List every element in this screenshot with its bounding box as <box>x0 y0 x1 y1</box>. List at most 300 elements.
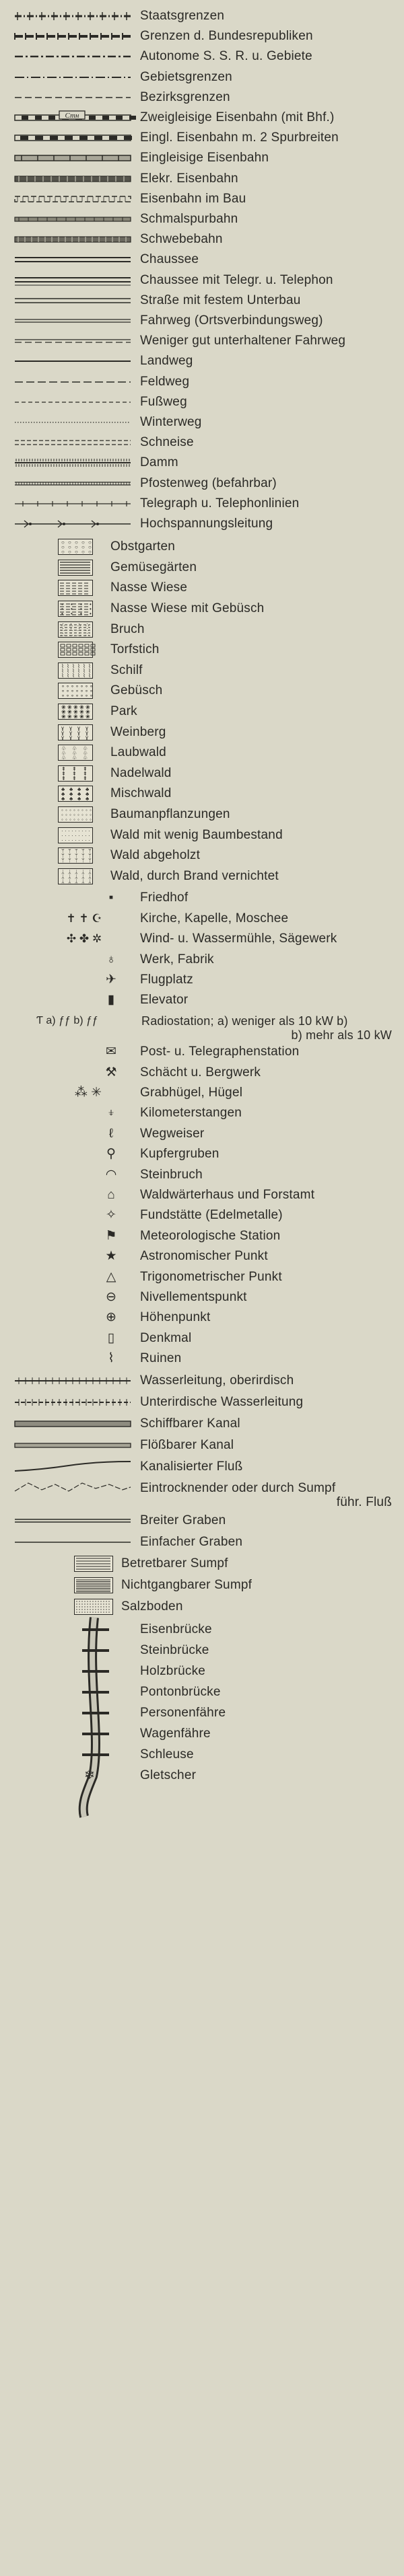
svg-text:ᛦ: ᛦ <box>88 873 92 880</box>
legend-row-steinbruch <box>0 1166 404 1184</box>
svg-text:◦: ◦ <box>61 817 63 823</box>
area-symbol <box>58 724 93 741</box>
svg-text:♣: ♣ <box>61 791 65 798</box>
svg-text:•: • <box>90 601 92 607</box>
svg-text:❀: ❀ <box>86 709 90 715</box>
line-symbol <box>15 190 131 209</box>
legend-row-eingleisig-2 <box>0 128 404 147</box>
glacier-icon: ❄ <box>84 1768 95 1782</box>
legend-row-pfosten <box>0 474 404 493</box>
svg-text:♣: ♣ <box>61 796 65 802</box>
legend-label: Mischwald <box>110 786 172 801</box>
svg-text:ᛦ: ᛦ <box>68 873 71 880</box>
legend-row-fahrweg <box>0 311 404 330</box>
trig-icon: △ <box>106 1269 116 1284</box>
legend-row-schleuse <box>0 1745 404 1764</box>
svg-text:◦: ◦ <box>61 807 63 813</box>
legend-label: Telegraph u. Telephonlinien <box>140 496 300 510</box>
svg-text:♧: ♧ <box>83 750 88 757</box>
legend-label: Fußweg <box>140 394 187 409</box>
svg-text:⌇: ⌇ <box>67 662 69 669</box>
svg-text:◦: ◦ <box>69 817 71 823</box>
legend-label: Kanalisierter Fluß <box>140 1459 243 1474</box>
svg-text:·: · <box>71 837 73 843</box>
legend-row-gebuesch <box>0 681 404 700</box>
holz-icon <box>82 1670 109 1673</box>
legend-label: Kirche, Kapelle, Moschee <box>140 911 289 925</box>
legend-row-im-bau <box>0 190 404 209</box>
legend-label: Wald, durch Brand vernichtet <box>110 868 279 883</box>
legend-row-winterweg <box>0 413 404 432</box>
legend-row-gebietsgrenzen <box>0 68 404 87</box>
legend-label: Weinberg <box>110 724 166 739</box>
svg-text:ᛘ: ᛘ <box>61 853 65 860</box>
line-symbol <box>15 311 131 330</box>
legend-label: Kilometerstangen <box>140 1106 242 1121</box>
legend-row-kanal-fluss <box>0 1457 404 1476</box>
legend-row-eintrocknend <box>0 1479 404 1509</box>
legend-label: Schächt u. Bergwerk <box>140 1065 261 1079</box>
line-symbol <box>15 515 131 533</box>
meteor-icon: ⚑ <box>105 1228 117 1243</box>
legend-row-feldweg <box>0 373 404 391</box>
svg-text:○: ○ <box>61 539 65 546</box>
line-symbol <box>15 128 131 147</box>
legend-label: Nadelwald <box>110 765 172 780</box>
svg-text:ᛘ: ᛘ <box>88 858 92 864</box>
svg-text:∘: ∘ <box>61 683 65 690</box>
svg-text:ɣ: ɣ <box>86 724 89 731</box>
legend-label: Schwebebahn <box>140 232 223 247</box>
svg-text:◦: ◦ <box>65 807 67 813</box>
svg-text:•: • <box>80 601 82 607</box>
svg-text:♧: ♧ <box>61 745 67 752</box>
ponton-icon <box>82 1691 109 1694</box>
legend-label: Gletscher <box>140 1768 197 1782</box>
legend-row-wasserltg <box>0 1371 404 1390</box>
legend-label: Personenfähre <box>140 1705 226 1720</box>
svg-text:◦: ◦ <box>77 817 79 823</box>
svg-text:•: • <box>90 606 92 612</box>
svg-text:♣: ♣ <box>86 796 90 802</box>
hoehen-icon: ⊕ <box>106 1310 116 1325</box>
svg-text:·: · <box>78 827 80 834</box>
svg-text:ᛦ: ᛦ <box>61 873 65 880</box>
legend-label: Post- u. Telegraphenstation <box>140 1045 300 1059</box>
legend-row-torf <box>0 640 404 659</box>
legend-label: Winterweg <box>140 415 202 429</box>
legend-row-trig <box>0 1268 404 1287</box>
legend-label: Gebüsch <box>110 683 163 698</box>
grab-icon: ⁂ ✳ <box>74 1086 102 1100</box>
svg-text:ɣ: ɣ <box>61 724 65 731</box>
area-symbol <box>58 847 93 864</box>
svg-text:⌇: ⌇ <box>67 672 69 679</box>
legend-row-salz <box>0 1597 404 1616</box>
legend-label: Schmalspurbahn <box>140 212 238 226</box>
svg-text:ɣ: ɣ <box>77 729 81 736</box>
legend-row-schilf <box>0 661 404 680</box>
svg-text:♧: ♧ <box>72 745 77 752</box>
area-symbol <box>58 827 93 843</box>
legend-label: Schneise <box>140 435 194 450</box>
svg-text:❀: ❀ <box>79 709 84 715</box>
svg-text:∴: ∴ <box>61 621 65 628</box>
legend-row-personen <box>0 1704 404 1722</box>
legend-label: Schilf <box>110 662 143 677</box>
legend-label: Elekr. Eisenbahn <box>140 171 238 186</box>
svg-text:♣: ♣ <box>86 786 90 793</box>
svg-text:ᛘ: ᛘ <box>88 848 92 855</box>
svg-text:·: · <box>85 827 87 834</box>
legend-label: Grenzen d. Bundesrepubliken <box>140 29 313 44</box>
svg-text:·: · <box>85 832 87 839</box>
svg-text:⇞: ⇞ <box>61 765 66 772</box>
svg-text:•: • <box>71 606 73 612</box>
svg-text:•: • <box>61 606 63 612</box>
line-symbol <box>15 332 131 350</box>
line-symbol <box>15 27 131 46</box>
svg-text:·: · <box>75 832 77 839</box>
legend-label: Ruinen <box>140 1351 182 1366</box>
svg-text:·: · <box>71 832 73 839</box>
legend-row-denkmal <box>0 1329 404 1348</box>
legend-label: Feldweg <box>140 374 190 389</box>
svg-text:∴: ∴ <box>69 626 73 633</box>
svg-text:◦: ◦ <box>77 807 79 813</box>
svg-text:∘: ∘ <box>66 683 70 690</box>
legend-label: Nasse Wiese mit Gebüsch <box>110 601 265 615</box>
legend-row-hoehen <box>0 1308 404 1327</box>
svg-text:ᛘ: ᛘ <box>68 853 71 860</box>
svg-text:♧: ♧ <box>61 755 67 761</box>
legend-row-ponton <box>0 1683 404 1702</box>
legend-row-baumanpflanzungen <box>0 805 404 824</box>
svg-text:·: · <box>88 837 90 843</box>
svg-text:○: ○ <box>88 539 92 546</box>
legend-row-nicht <box>0 1576 404 1595</box>
svg-text:❀: ❀ <box>86 704 90 710</box>
svg-text:ᛘ: ᛘ <box>81 858 85 864</box>
legend-label-line2: führ. Fluß <box>336 1494 392 1509</box>
legend-row-wenig-baum <box>0 826 404 845</box>
legend-row-zweigleisig <box>0 108 404 127</box>
svg-text:⌇: ⌇ <box>83 662 86 669</box>
friedhof-icon: ▪ <box>108 891 114 905</box>
svg-text:❀: ❀ <box>67 714 72 720</box>
legend-label: Schleuse <box>140 1747 194 1761</box>
svg-text:ᛦ: ᛦ <box>81 873 85 880</box>
legend-label: Pontonbrücke <box>140 1684 221 1699</box>
svg-text:○: ○ <box>68 549 71 556</box>
legend-row-brand <box>0 867 404 886</box>
svg-text:⇞: ⇞ <box>83 765 88 772</box>
legend-label: Höhenpunkt <box>140 1310 211 1325</box>
svg-text:·: · <box>61 832 63 839</box>
legend-row-bruch <box>0 620 404 639</box>
legend-row-kupfer <box>0 1145 404 1164</box>
svg-text:⌇: ⌇ <box>88 667 91 674</box>
legend-row-elektr <box>0 169 404 188</box>
svg-text:·: · <box>88 832 90 839</box>
area-symbol <box>58 765 93 782</box>
svg-text:ᛘ: ᛘ <box>68 848 71 855</box>
legend-row-stein <box>0 1641 404 1660</box>
svg-text:ᛦ: ᛦ <box>61 868 65 875</box>
svg-text:⌇: ⌇ <box>77 672 80 679</box>
legend-label: Wind- u. Wassermühle, Sägewerk <box>140 932 337 946</box>
line-symbol <box>15 1414 131 1433</box>
svg-text:❀: ❀ <box>61 704 66 710</box>
steinbruch-icon: ◠ <box>105 1167 117 1182</box>
personen-icon <box>82 1712 109 1714</box>
legend-row-kirche <box>0 909 404 928</box>
schacht-icon: ⚒ <box>105 1065 117 1079</box>
legend-row-schmalspur <box>0 210 404 229</box>
legend-label: Flugplatz <box>140 973 193 987</box>
svg-text:◦: ◦ <box>86 807 88 813</box>
line-symbol <box>15 169 131 188</box>
legend-label: Waldwärterhaus und Forstamt <box>140 1188 315 1202</box>
legend-label: Breiter Graben <box>140 1513 226 1527</box>
legend-label: Fundstätte (Edelmetalle) <box>140 1208 283 1223</box>
legend-label-line2: b) mehr als 10 kW <box>291 1028 392 1042</box>
svg-text:❀: ❀ <box>73 709 78 715</box>
svg-text:◦: ◦ <box>81 807 83 813</box>
svg-text:∴: ∴ <box>86 626 90 633</box>
line-symbol <box>15 1436 131 1455</box>
legend-label: Eintrocknender oder durch Sumpf <box>140 1480 336 1495</box>
svg-text:·: · <box>81 832 83 839</box>
legend-label: Meteorologische Station <box>140 1228 281 1243</box>
legend-label: Damm <box>140 455 178 470</box>
area-symbol <box>58 786 93 802</box>
legend-label: Chaussee mit Telegr. u. Telephon <box>140 272 333 287</box>
svg-text:ᛘ: ᛘ <box>75 853 78 860</box>
svg-text:⌇: ⌇ <box>67 667 69 674</box>
svg-text:◦: ◦ <box>81 817 83 823</box>
legend-row-mischwald <box>0 784 404 803</box>
legend-label: Zweigleisige Eisenbahn (mit Bhf.) <box>140 110 335 124</box>
flugplatz-icon: ✈ <box>106 973 116 987</box>
station-label: Стн <box>65 112 79 120</box>
svg-text:∴: ∴ <box>69 631 73 638</box>
svg-text:∘: ∘ <box>75 683 79 690</box>
legend-row-gletscher <box>0 1766 404 1785</box>
svg-text:❀: ❀ <box>73 714 78 720</box>
legend-label: Radiostation; a) weniger als 10 kW b) <box>141 1014 348 1028</box>
svg-text:♧: ♧ <box>83 755 88 761</box>
waldwaerter-icon: ⌂ <box>107 1188 115 1202</box>
legend-row-nasse-gebuesch <box>0 599 404 618</box>
svg-text:❀: ❀ <box>67 704 72 710</box>
legend-row-friedhof <box>0 888 404 907</box>
legend-row-nivell <box>0 1288 404 1307</box>
legend-row-chaussee <box>0 250 404 269</box>
legend-label: Nichtgangbarer Sumpf <box>121 1577 252 1592</box>
svg-text:·: · <box>61 837 63 843</box>
svg-text:⌇: ⌇ <box>72 667 75 674</box>
svg-text:○: ○ <box>88 544 92 551</box>
legend-row-unterirdisch <box>0 1393 404 1412</box>
svg-text:ᛘ: ᛘ <box>68 858 71 864</box>
line-symbol <box>15 149 131 167</box>
svg-text:⌇: ⌇ <box>61 672 64 679</box>
kilometer-icon: ⍖ <box>107 1106 115 1121</box>
area-symbol <box>58 704 93 720</box>
svg-text:ᛦ: ᛦ <box>68 878 71 884</box>
line-symbol <box>15 393 131 412</box>
area-symbol <box>58 621 93 638</box>
svg-text:·: · <box>65 827 67 834</box>
svg-text:ɣ: ɣ <box>86 729 89 736</box>
svg-text:◦: ◦ <box>86 817 88 823</box>
svg-text:•: • <box>61 611 63 617</box>
legend-row-elevator <box>0 991 404 1010</box>
svg-text:♣: ♣ <box>86 791 90 798</box>
legend-label: Unterirdische Wasserleitung <box>140 1394 304 1409</box>
area-symbol <box>74 1599 113 1615</box>
svg-text:◦: ◦ <box>69 807 71 813</box>
astro-icon: ★ <box>105 1249 117 1264</box>
legend-label: Straße mit festem Unterbau <box>140 293 301 307</box>
svg-text:∘: ∘ <box>75 693 79 699</box>
legend-label: Gemüsegärten <box>110 560 197 574</box>
svg-text:ᛦ: ᛦ <box>88 868 92 875</box>
legend-row-wagen <box>0 1725 404 1743</box>
svg-text:•: • <box>71 601 73 607</box>
svg-text:ᛦ: ᛦ <box>75 878 78 884</box>
svg-text:·: · <box>61 827 63 834</box>
svg-text:∘: ∘ <box>66 688 70 695</box>
svg-text:♣: ♣ <box>77 786 81 793</box>
svg-text:∘: ∘ <box>61 688 65 695</box>
area-symbol <box>58 601 93 617</box>
legend-row-fundstaette <box>0 1206 404 1225</box>
svg-text:❀: ❀ <box>79 704 84 710</box>
svg-text:○: ○ <box>81 549 85 556</box>
legend-label: Schiffbarer Kanal <box>140 1416 240 1431</box>
legend-label: Friedhof <box>140 891 189 905</box>
line-symbol <box>15 108 131 127</box>
svg-text:ᛘ: ᛘ <box>61 858 65 864</box>
svg-text:·: · <box>65 837 67 843</box>
legend-label: Einfacher Graben <box>140 1534 243 1549</box>
svg-text:∘: ∘ <box>80 683 84 690</box>
svg-text:○: ○ <box>61 549 65 556</box>
svg-text:⌇: ⌇ <box>61 667 64 674</box>
legend-row-flugplatz <box>0 971 404 989</box>
svg-text:•: • <box>61 601 63 607</box>
legend-label: Wagenfähre <box>140 1726 211 1741</box>
svg-text:∘: ∘ <box>90 693 94 699</box>
svg-text:❀: ❀ <box>61 714 66 720</box>
svg-text:⇞: ⇞ <box>61 770 66 777</box>
schleuse-icon <box>82 1753 109 1756</box>
svg-text:∴: ∴ <box>69 621 73 628</box>
svg-text:♣: ♣ <box>77 791 81 798</box>
legend-row-astro <box>0 1247 404 1266</box>
svg-text:ɣ: ɣ <box>77 734 81 741</box>
legend-label: Salzboden <box>121 1599 183 1614</box>
svg-text:∘: ∘ <box>80 693 84 699</box>
legend-label: Wegweiser <box>140 1126 205 1141</box>
legend-label: Pfostenweg (befahrbar) <box>140 476 277 490</box>
svg-text:ᛦ: ᛦ <box>75 868 78 875</box>
svg-text:◦: ◦ <box>90 807 92 813</box>
svg-text:ᛘ: ᛘ <box>75 848 78 855</box>
svg-text:❀: ❀ <box>67 709 72 715</box>
legend-label: Elevator <box>140 993 189 1008</box>
svg-text:♣: ♣ <box>69 786 73 793</box>
legend-row-autonome <box>0 47 404 66</box>
line-symbol <box>15 291 131 310</box>
svg-text:♧: ♧ <box>72 750 77 757</box>
legend-row-wegweiser <box>0 1125 404 1143</box>
svg-text:ᛦ: ᛦ <box>68 868 71 875</box>
area-symbol <box>58 745 93 761</box>
svg-text:∴: ∴ <box>77 621 81 628</box>
legend-row-ruinen <box>0 1349 404 1368</box>
area-symbol <box>58 580 93 596</box>
legend-label: Baumanpflanzungen <box>110 807 230 821</box>
legend-label: Holzbrücke <box>140 1663 206 1678</box>
svg-text:·: · <box>71 827 73 834</box>
ruinen-icon: ⌇ <box>108 1351 114 1366</box>
svg-text:∘: ∘ <box>71 693 75 699</box>
legend-row-schiffbar <box>0 1414 404 1433</box>
svg-text:∘: ∘ <box>85 683 89 690</box>
svg-text:○: ○ <box>68 539 71 546</box>
legend-label: Laubwald <box>110 745 166 760</box>
legend-row-post <box>0 1043 404 1061</box>
legend-row-breit <box>0 1511 404 1530</box>
line-symbol <box>15 474 131 493</box>
legend-label: Eingl. Eisenbahn m. 2 Spurbreiten <box>140 130 339 145</box>
svg-text:∴: ∴ <box>86 621 90 628</box>
legend-label: Eisenbrücke <box>140 1622 212 1636</box>
svg-text:ᛘ: ᛘ <box>88 853 92 860</box>
svg-text:♧: ♧ <box>83 745 88 752</box>
stein-icon <box>82 1649 109 1652</box>
svg-text:ɣ: ɣ <box>69 729 73 736</box>
svg-text:⌇: ⌇ <box>77 662 80 669</box>
svg-text:○: ○ <box>75 544 78 551</box>
area-symbol <box>58 683 93 699</box>
legend-row-waldwaerter <box>0 1186 404 1205</box>
svg-text:·: · <box>88 827 90 834</box>
svg-text:○: ○ <box>81 539 85 546</box>
svg-text:⌇: ⌇ <box>61 662 64 669</box>
line-symbol <box>15 88 131 107</box>
legend-row-eisen <box>0 1620 404 1639</box>
svg-text:○: ○ <box>81 544 85 551</box>
svg-text:○: ○ <box>61 544 65 551</box>
legend-row-schwebe <box>0 230 404 249</box>
legend-row-staatsgrenzen <box>0 7 404 26</box>
line-symbol <box>15 494 131 513</box>
svg-text:⌇: ⌇ <box>77 667 80 674</box>
svg-text:◦: ◦ <box>90 817 92 823</box>
legend-label: Denkmal <box>140 1330 192 1345</box>
svg-text:·: · <box>68 837 70 843</box>
radio-icon: Ƭ a) ƒƒ b) ƒƒ <box>36 1014 98 1026</box>
svg-text:·: · <box>68 832 70 839</box>
area-symbol <box>74 1577 113 1593</box>
legend-row-bezirksgrenzen <box>0 88 404 107</box>
svg-text:∘: ∘ <box>90 683 94 690</box>
legend-row-bundesrepubliken <box>0 27 404 46</box>
